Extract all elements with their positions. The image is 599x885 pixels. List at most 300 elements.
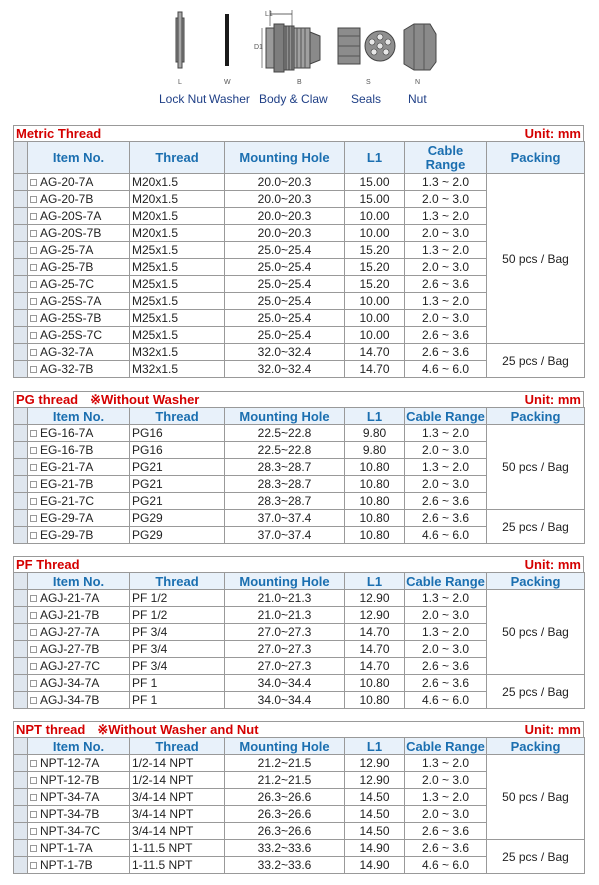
item-no-cell[interactable] [28, 310, 130, 327]
section-title-bar [13, 556, 584, 572]
l1-cell: 9.80 [345, 442, 405, 459]
l1-cell: 10.00 [345, 327, 405, 344]
table-row [14, 510, 585, 527]
row-selector [14, 442, 28, 459]
thread-cell: PF 3/4 [130, 641, 225, 658]
l1-cell: 15.20 [345, 242, 405, 259]
item-no: NPT-34-7A [40, 790, 100, 804]
item-no: NPT-1-7B [40, 858, 93, 872]
row-selector [14, 823, 28, 840]
cable-range-cell: 2.0 ~ 3.0 [405, 772, 487, 789]
row-selector [14, 174, 28, 191]
l1-header: L1 [345, 408, 405, 425]
packing-cell: 50 pcs / Bag [487, 755, 585, 840]
mounting-hole-cell: 28.3~28.7 [225, 476, 345, 493]
item-no-cell[interactable] [28, 361, 130, 378]
nut-letter: N [415, 79, 421, 86]
l1-cell: 14.90 [345, 857, 405, 874]
mounting-hole-header: Mounting Hole [225, 408, 345, 425]
thread-cell: 3/4-14 NPT [130, 823, 225, 840]
thread-cell: M32x1.5 [130, 344, 225, 361]
row-selector [14, 772, 28, 789]
l1-cell: 14.70 [345, 624, 405, 641]
item-no: NPT-1-7A [40, 841, 93, 855]
mounting-hole-cell: 34.0~34.4 [225, 675, 345, 692]
l1-cell: 12.90 [345, 755, 405, 772]
mounting-hole-cell: 26.3~26.6 [225, 789, 345, 806]
row-selector [14, 806, 28, 823]
item-no: AGJ-27-7B [40, 642, 100, 656]
packing-cell: 25 pcs / Bag [487, 675, 585, 709]
row-selector [14, 675, 28, 692]
row-checkbox[interactable] [30, 464, 37, 471]
item-no-cell[interactable] [28, 459, 130, 476]
cable-range-cell: 2.6 ~ 3.6 [405, 675, 487, 692]
item-no-cell[interactable] [28, 607, 130, 624]
mounting-hole-cell: 22.5~22.8 [225, 425, 345, 442]
row-selector [14, 607, 28, 624]
cable-range-cell: 2.0 ~ 3.0 [405, 641, 487, 658]
item-no-cell[interactable] [28, 675, 130, 692]
item-no: AGJ-21-7B [40, 608, 100, 622]
mounting-hole-cell: 27.0~27.3 [225, 658, 345, 675]
mounting-hole-cell: 20.0~20.3 [225, 174, 345, 191]
row-checkbox[interactable] [30, 811, 37, 818]
thread-header: Thread [130, 142, 225, 174]
mounting-hole-header: Mounting Hole [225, 738, 345, 755]
thread-cell: 1/2-14 NPT [130, 755, 225, 772]
l1-header: L1 [345, 573, 405, 590]
lock-nut-letter: L [178, 79, 182, 86]
item-no-cell[interactable] [28, 823, 130, 840]
cable-range-cell: 2.6 ~ 3.6 [405, 327, 487, 344]
thread-cell: M20x1.5 [130, 174, 225, 191]
thread-cell: PF 3/4 [130, 624, 225, 641]
cable-range-cell: 4.6 ~ 6.0 [405, 692, 487, 709]
row-checkbox[interactable] [30, 281, 37, 288]
cable-range-cell: 2.6 ~ 3.6 [405, 840, 487, 857]
nut-icon [400, 6, 438, 78]
table-row [14, 344, 585, 361]
item-no: AGJ-34-7B [40, 693, 100, 707]
cable-range-cell: 2.6 ~ 3.6 [405, 658, 487, 675]
item-no: AGJ-21-7A [40, 591, 100, 605]
row-checkbox[interactable] [30, 646, 37, 653]
row-selector [14, 361, 28, 378]
item-no: AG-20-7B [40, 192, 94, 206]
item-no: EG-29-7B [40, 528, 94, 542]
thread-cell: PG29 [130, 527, 225, 544]
cable-range-cell: 1.3 ~ 2.0 [405, 789, 487, 806]
item-no: AG-25S-7B [40, 311, 102, 325]
thread-cell: PF 3/4 [130, 658, 225, 675]
item-no: AG-25S-7A [40, 294, 102, 308]
cable-range-header-line2: Range [425, 156, 466, 172]
item-no-header: Item No. [28, 573, 130, 590]
select-column-header [14, 142, 28, 174]
row-checkbox[interactable] [30, 862, 37, 869]
row-selector [14, 590, 28, 607]
unit-label: Unit: mm [524, 392, 581, 407]
row-checkbox[interactable] [30, 532, 37, 539]
l1-header: L1 [345, 738, 405, 755]
packing-header: Packing [487, 408, 585, 425]
thread-header: Thread [130, 408, 225, 425]
table-row [14, 174, 585, 191]
item-no: EG-16-7A [40, 426, 94, 440]
l1-cell: 9.80 [345, 425, 405, 442]
row-checkbox[interactable] [30, 612, 37, 619]
cable-range-cell: 2.6 ~ 3.6 [405, 276, 487, 293]
mounting-hole-cell: 26.3~26.6 [225, 823, 345, 840]
table-row [14, 675, 585, 692]
row-checkbox[interactable] [30, 349, 37, 356]
row-checkbox[interactable] [30, 794, 37, 801]
select-column-header [14, 738, 28, 755]
row-checkbox[interactable] [30, 298, 37, 305]
npt-thread-section [13, 721, 584, 874]
packing-cell: 25 pcs / Bag [487, 344, 585, 378]
row-selector [14, 476, 28, 493]
item-no: NPT-34-7B [40, 807, 100, 821]
l1-cell: 10.80 [345, 510, 405, 527]
row-checkbox[interactable] [30, 760, 37, 767]
cable-range-cell: 1.3 ~ 2.0 [405, 208, 487, 225]
item-no-cell[interactable] [28, 692, 130, 709]
l1-header: L1 [345, 142, 405, 174]
packing-cell: 25 pcs / Bag [487, 510, 585, 544]
item-no-cell[interactable] [28, 476, 130, 493]
item-no-cell[interactable] [28, 510, 130, 527]
washer-label: Washer [209, 92, 250, 106]
table-row [14, 755, 585, 772]
body-claw-label: Body & Claw [259, 92, 328, 106]
row-selector [14, 755, 28, 772]
body-letter: B [297, 79, 302, 86]
item-no: AG-25-7B [40, 260, 94, 274]
cable-range-header-line1: Cable [427, 142, 464, 158]
row-checkbox[interactable] [30, 247, 37, 254]
row-checkbox[interactable] [30, 629, 37, 636]
item-no-cell[interactable] [28, 344, 130, 361]
row-selector [14, 191, 28, 208]
item-no-cell[interactable] [28, 755, 130, 772]
item-no: AG-32-7A [40, 345, 94, 359]
item-no-cell[interactable] [28, 857, 130, 874]
row-checkbox[interactable] [30, 845, 37, 852]
item-no-cell[interactable] [28, 293, 130, 310]
row-selector [14, 327, 28, 344]
row-selector [14, 493, 28, 510]
item-no: AG-20-7A [40, 175, 94, 189]
l1-cell: 10.80 [345, 493, 405, 510]
thread-cell: M25x1.5 [130, 293, 225, 310]
thread-cell: 1-11.5 NPT [130, 840, 225, 857]
item-no-cell[interactable] [28, 527, 130, 544]
item-no: NPT-12-7B [40, 773, 100, 787]
row-checkbox[interactable] [30, 777, 37, 784]
seals-letter: S [366, 79, 371, 86]
cable-range-header: Cable Range [406, 738, 485, 754]
thread-cell: M25x1.5 [130, 259, 225, 276]
row-selector [14, 692, 28, 709]
row-checkbox[interactable] [30, 366, 37, 373]
section-note: ※Without Washer and Nut [97, 721, 259, 737]
packing-cell: 50 pcs / Bag [487, 590, 585, 675]
cable-range-cell: 2.0 ~ 3.0 [405, 607, 487, 624]
l1-cell: 15.20 [345, 259, 405, 276]
unit-label: Unit: mm [524, 126, 581, 141]
table-row [14, 590, 585, 607]
item-no-cell[interactable] [28, 806, 130, 823]
table-row [14, 840, 585, 857]
mounting-hole-cell: 21.2~21.5 [225, 755, 345, 772]
mounting-hole-cell: 28.3~28.7 [225, 459, 345, 476]
parts-figure [150, 6, 450, 110]
l1-cell: 14.50 [345, 806, 405, 823]
mounting-hole-cell: 25.0~25.4 [225, 327, 345, 344]
table-header-row [14, 573, 585, 590]
row-checkbox[interactable] [30, 179, 37, 186]
cable-range-cell: 2.0 ~ 3.0 [405, 259, 487, 276]
mounting-hole-cell: 26.3~26.6 [225, 806, 345, 823]
thread-cell: 1/2-14 NPT [130, 772, 225, 789]
seals-label: Seals [351, 92, 382, 106]
row-checkbox[interactable] [30, 828, 37, 835]
mounting-hole-cell: 33.2~33.6 [225, 857, 345, 874]
item-no-cell[interactable] [28, 259, 130, 276]
row-selector [14, 208, 28, 225]
packing-cell: 50 pcs / Bag [487, 174, 585, 344]
thread-cell: M20x1.5 [130, 208, 225, 225]
item-no-cell[interactable] [28, 208, 130, 225]
spec-table [13, 737, 585, 874]
mounting-hole-cell: 28.3~28.7 [225, 493, 345, 510]
item-no: NPT-34-7C [40, 824, 101, 838]
body-claw-icon [250, 6, 335, 78]
mounting-hole-cell: 33.2~33.6 [225, 840, 345, 857]
row-selector [14, 276, 28, 293]
section-note: ※Without Washer [90, 391, 200, 407]
thread-cell: PG21 [130, 493, 225, 510]
l1-cell: 14.70 [345, 658, 405, 675]
mounting-hole-cell: 25.0~25.4 [225, 276, 345, 293]
cable-range-cell: 2.0 ~ 3.0 [405, 225, 487, 242]
row-checkbox[interactable] [30, 515, 37, 522]
item-no-cell[interactable] [28, 840, 130, 857]
item-no: AG-20S-7B [40, 226, 102, 240]
mounting-hole-cell: 34.0~34.4 [225, 692, 345, 709]
lock-nut-icon [170, 6, 194, 76]
spec-table [13, 572, 585, 709]
mounting-hole-cell: 25.0~25.4 [225, 242, 345, 259]
thread-header: Thread [130, 738, 225, 755]
row-selector [14, 425, 28, 442]
l1-cell: 10.80 [345, 692, 405, 709]
l1-cell: 10.80 [345, 527, 405, 544]
unit-label: Unit: mm [524, 722, 581, 737]
mounting-hole-cell: 37.0~37.4 [225, 527, 345, 544]
thread-cell: PG16 [130, 425, 225, 442]
thread-cell: M25x1.5 [130, 327, 225, 344]
item-no-cell[interactable] [28, 641, 130, 658]
thread-cell: PF 1 [130, 692, 225, 709]
item-no: AG-32-7B [40, 362, 94, 376]
spec-table [13, 407, 585, 544]
mounting-hole-cell: 22.5~22.8 [225, 442, 345, 459]
item-no-cell[interactable] [28, 242, 130, 259]
item-no-cell[interactable] [28, 276, 130, 293]
item-no: EG-16-7B [40, 443, 94, 457]
row-checkbox[interactable] [30, 264, 37, 271]
section-title: NPT thread [16, 721, 86, 737]
packing-header: Packing [487, 573, 585, 590]
thread-header: Thread [130, 573, 225, 590]
row-checkbox[interactable] [30, 315, 37, 322]
row-checkbox[interactable] [30, 680, 37, 687]
l1-cell: 15.00 [345, 174, 405, 191]
row-checkbox[interactable] [30, 498, 37, 505]
mounting-hole-cell: 27.0~27.3 [225, 624, 345, 641]
mounting-hole-cell: 32.0~32.4 [225, 361, 345, 378]
item-no-header: Item No. [28, 142, 130, 174]
cable-range-header: Cable Range [406, 573, 485, 589]
cable-range-cell: 1.3 ~ 2.0 [405, 755, 487, 772]
row-selector [14, 641, 28, 658]
unit-label: Unit: mm [524, 557, 581, 572]
mounting-hole-cell: 25.0~25.4 [225, 259, 345, 276]
row-checkbox[interactable] [30, 663, 37, 670]
row-checkbox[interactable] [30, 213, 37, 220]
item-no: AG-20S-7A [40, 209, 102, 223]
l1-cell: 14.50 [345, 823, 405, 840]
l1-cell: 14.50 [345, 789, 405, 806]
mounting-hole-cell: 20.0~20.3 [225, 225, 345, 242]
cable-range-cell: 1.3 ~ 2.0 [405, 590, 487, 607]
table-header-row [14, 408, 585, 425]
row-selector [14, 857, 28, 874]
l1-cell: 10.00 [345, 225, 405, 242]
item-no-cell[interactable] [28, 174, 130, 191]
row-checkbox[interactable] [30, 697, 37, 704]
row-selector [14, 658, 28, 675]
section-title: Metric Thread [16, 126, 102, 141]
row-selector [14, 840, 28, 857]
row-checkbox[interactable] [30, 595, 37, 602]
seals-icon [336, 6, 362, 76]
item-no: AGJ-34-7A [40, 676, 100, 690]
cable-range-cell: 2.6 ~ 3.6 [405, 493, 487, 510]
l1-cell: 12.90 [345, 772, 405, 789]
row-selector [14, 624, 28, 641]
l1-dim-label: L1 [265, 11, 273, 18]
thread-cell: PF 1/2 [130, 607, 225, 624]
section-title: PG thread [16, 391, 79, 407]
cable-range-cell: 1.3 ~ 2.0 [405, 459, 487, 476]
cable-range-header: Cable Range [406, 408, 485, 424]
item-no-cell[interactable] [28, 442, 130, 459]
table-header-row [14, 738, 585, 755]
row-checkbox[interactable] [30, 447, 37, 454]
cable-range-cell: 2.6 ~ 3.6 [405, 344, 487, 361]
l1-cell: 10.80 [345, 476, 405, 493]
item-no-cell[interactable] [28, 658, 130, 675]
row-selector [14, 242, 28, 259]
item-no-cell[interactable] [28, 624, 130, 641]
cable-range-cell: 4.6 ~ 6.0 [405, 527, 487, 544]
thread-cell: PG21 [130, 459, 225, 476]
item-no-cell[interactable] [28, 772, 130, 789]
table-row [14, 425, 585, 442]
row-selector [14, 789, 28, 806]
section-title-bar [13, 721, 584, 737]
row-selector [14, 310, 28, 327]
cable-range-cell: 2.6 ~ 3.6 [405, 510, 487, 527]
row-checkbox[interactable] [30, 430, 37, 437]
d1-dim-label: D1 [254, 44, 263, 51]
mounting-hole-cell: 20.0~20.3 [225, 208, 345, 225]
thread-cell: PF 1 [130, 675, 225, 692]
seal-insert-icon [362, 6, 398, 76]
item-no: EG-21-7B [40, 477, 94, 491]
item-no: EG-29-7A [40, 511, 94, 525]
l1-cell: 12.90 [345, 590, 405, 607]
item-no-header: Item No. [28, 738, 130, 755]
l1-cell: 14.70 [345, 361, 405, 378]
item-no-cell[interactable] [28, 191, 130, 208]
thread-cell: PG16 [130, 442, 225, 459]
thread-cell: 3/4-14 NPT [130, 806, 225, 823]
washer-letter: W [224, 79, 231, 86]
row-selector [14, 293, 28, 310]
item-no-cell[interactable] [28, 493, 130, 510]
item-no-cell[interactable] [28, 590, 130, 607]
mounting-hole-cell: 27.0~27.3 [225, 641, 345, 658]
packing-header: Packing [487, 738, 585, 755]
l1-cell: 10.80 [345, 675, 405, 692]
mounting-hole-cell: 32.0~32.4 [225, 344, 345, 361]
thread-cell: M32x1.5 [130, 361, 225, 378]
thread-cell: 1-11.5 NPT [130, 857, 225, 874]
row-checkbox[interactable] [30, 196, 37, 203]
pg-thread-section [13, 391, 584, 544]
packing-cell: 25 pcs / Bag [487, 840, 585, 874]
item-no-cell[interactable] [28, 425, 130, 442]
row-checkbox[interactable] [30, 481, 37, 488]
item-no: AG-25-7C [40, 277, 95, 291]
item-no: AGJ-27-7C [40, 659, 101, 673]
l1-cell: 10.00 [345, 310, 405, 327]
section-title: PF Thread [16, 557, 80, 572]
item-no: AGJ-27-7A [40, 625, 100, 639]
cable-range-cell: 1.3 ~ 2.0 [405, 624, 487, 641]
mounting-hole-cell: 21.0~21.3 [225, 607, 345, 624]
item-no-cell[interactable] [28, 327, 130, 344]
l1-cell: 10.80 [345, 459, 405, 476]
cable-range-header [405, 142, 487, 174]
item-no-cell[interactable] [28, 789, 130, 806]
thread-cell: M20x1.5 [130, 191, 225, 208]
mounting-hole-cell: 20.0~20.3 [225, 191, 345, 208]
item-no-cell[interactable] [28, 225, 130, 242]
thread-cell: M20x1.5 [130, 225, 225, 242]
cable-range-cell: 4.6 ~ 6.0 [405, 361, 487, 378]
l1-cell: 10.00 [345, 208, 405, 225]
row-checkbox[interactable] [30, 230, 37, 237]
row-selector [14, 344, 28, 361]
mounting-hole-cell: 21.2~21.5 [225, 772, 345, 789]
row-checkbox[interactable] [30, 332, 37, 339]
